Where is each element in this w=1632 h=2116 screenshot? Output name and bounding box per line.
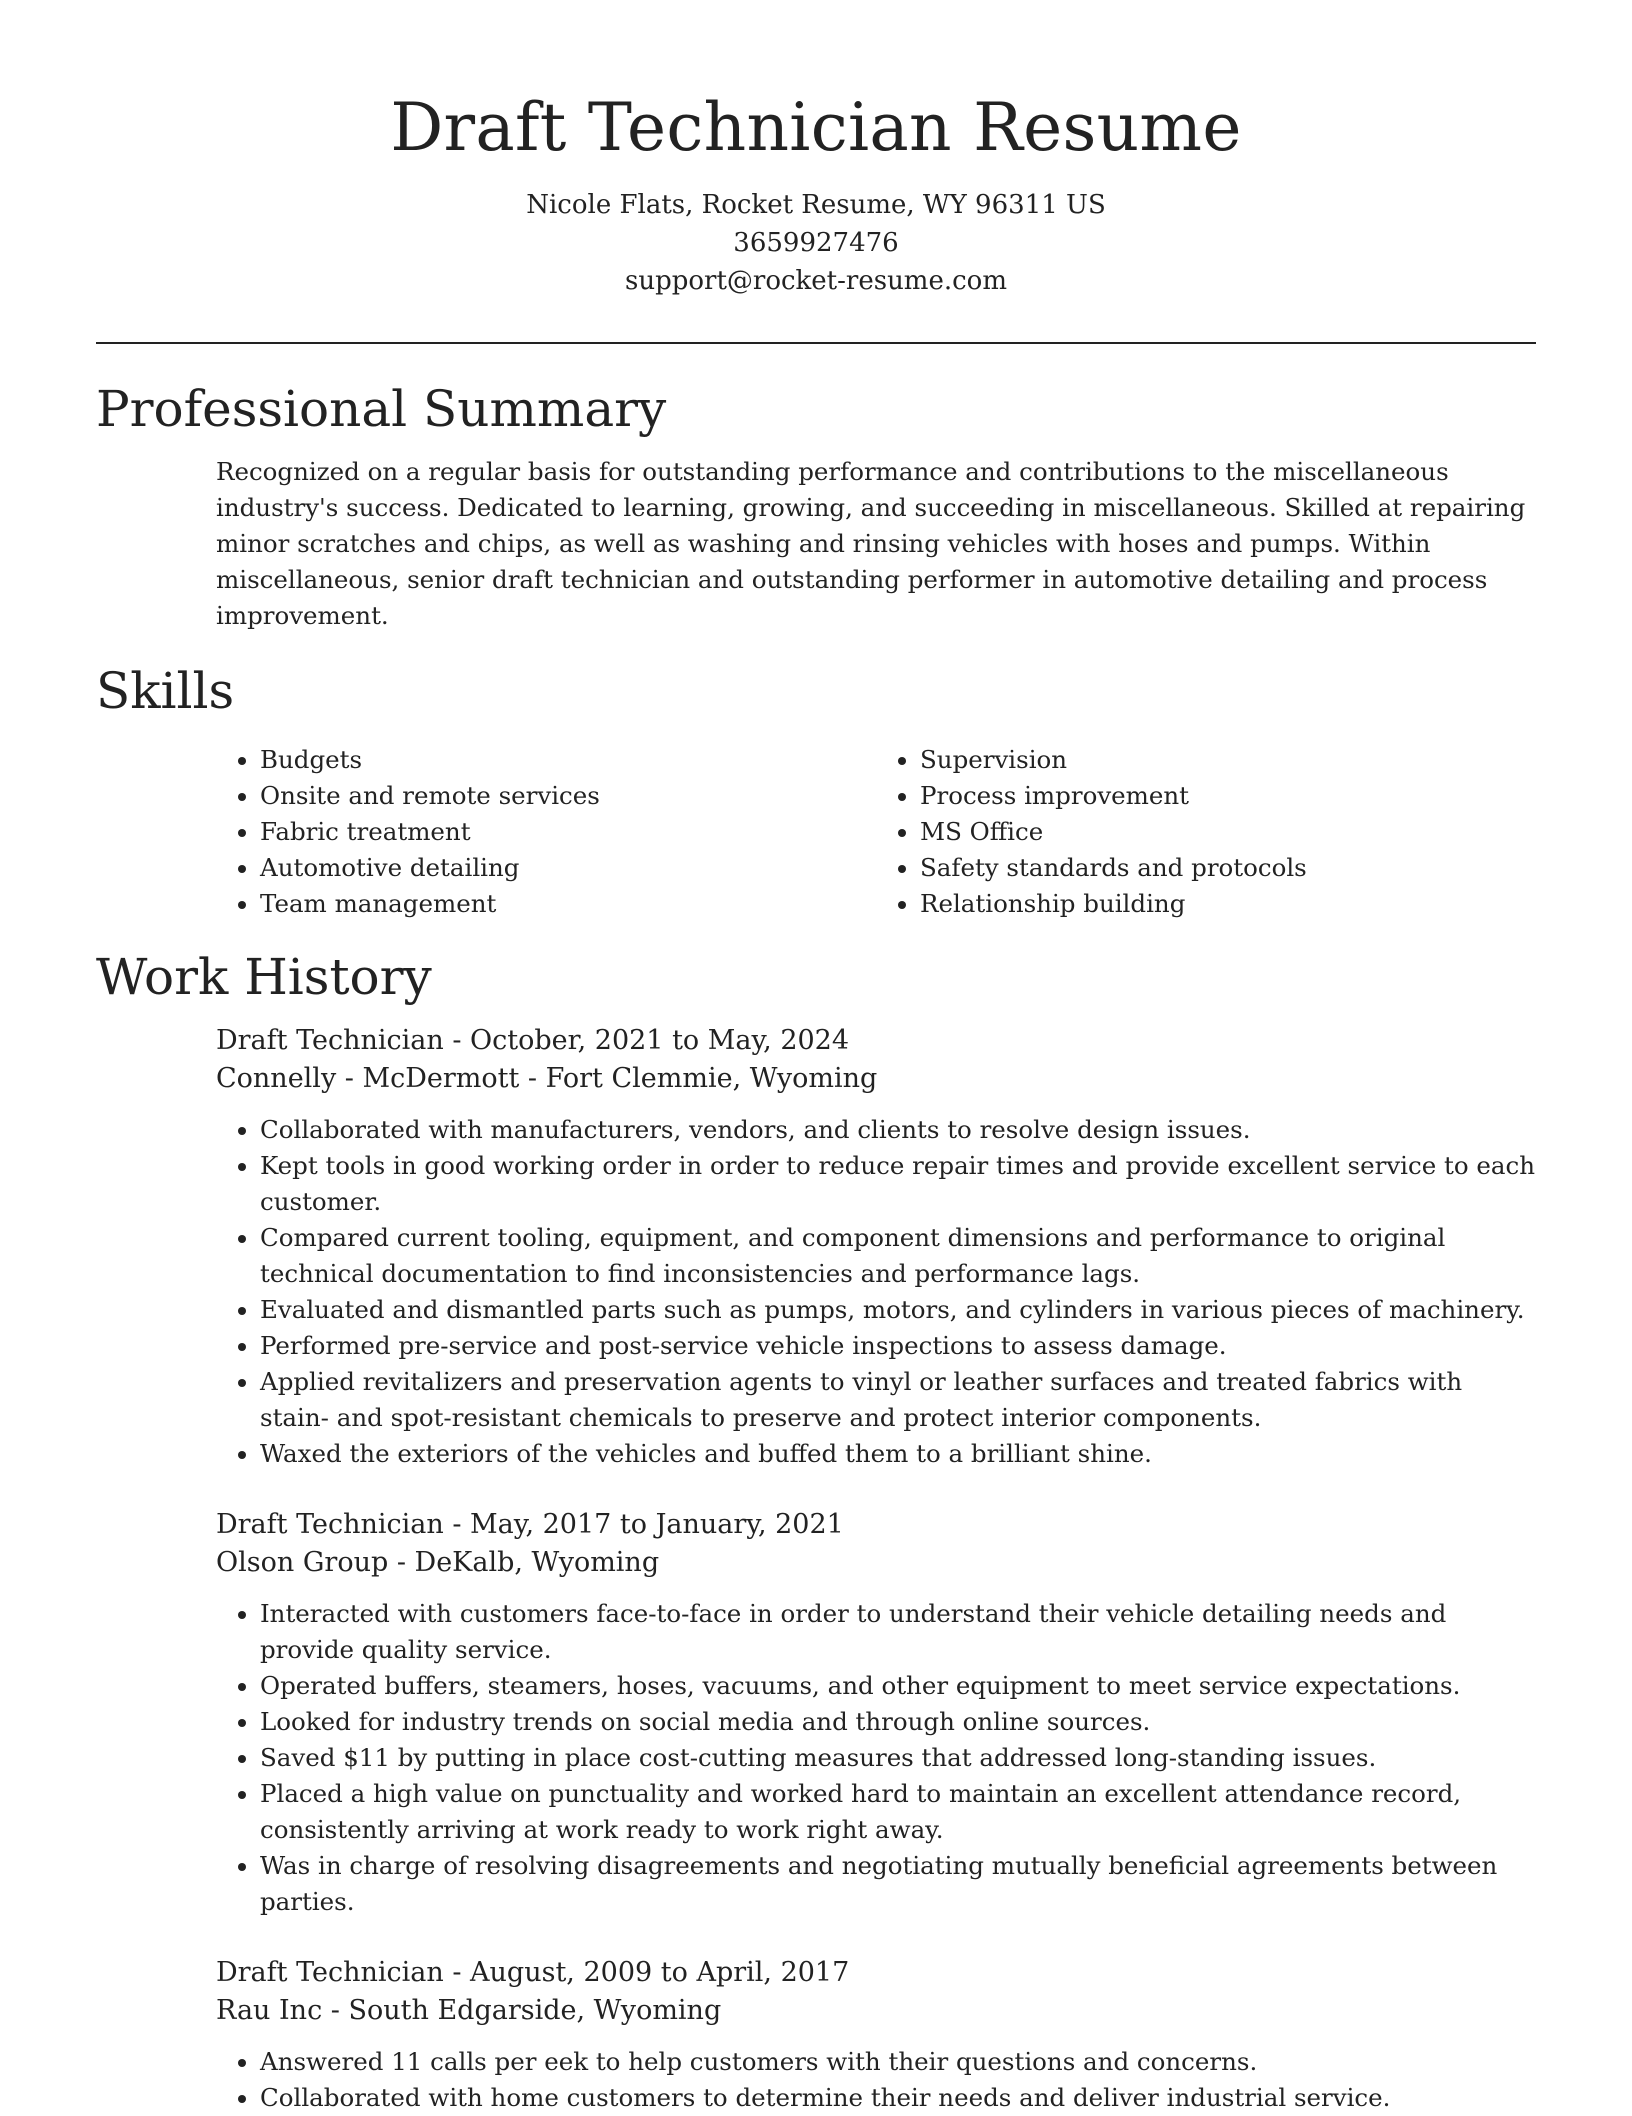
- contact-block: [96, 186, 1536, 300]
- job-location: - Fort Clemmie, Wyoming: [519, 1063, 878, 1094]
- job-bullet: • Compared current tooling, equipment, and component dimensions and performance to original technical documentation to find inconsistencies and performance lags.: [260, 1220, 1536, 1292]
- job-entry: [216, 1022, 1536, 1472]
- skills-section: [96, 660, 1536, 922]
- job-bullet: • Waxed the exteriors of the vehicles and buffed them to a brilliant shine.: [260, 1436, 1536, 1472]
- job-company-line: [216, 1544, 1536, 1582]
- job-title: Draft Technician: [216, 1025, 444, 1056]
- contact-email: support@rocket-resume.com: [624, 266, 1007, 296]
- job-location: - South Edgarside, Wyoming: [322, 1995, 722, 2026]
- skill-item: • Budgets: [260, 742, 876, 778]
- job-dates: - May, 2017 to January, 2021: [443, 1509, 844, 1540]
- work-history-section: [96, 946, 1536, 2116]
- summary-text: Recognized on a regular basis for outstanding performance and contributions to the miscellaneous industry's success. Dedicated to learning, growing, and succeeding in miscellaneous. Skilled at repairing minor scratches and chips, as well as washing and rinsing vehicles with hoses and pumps. Within miscellaneous, senior draft technician and outstanding performer in automotive detailing and process improvement.: [216, 457, 1526, 630]
- job-company: Rau Inc: [216, 1995, 323, 2026]
- job-title-line: [216, 1022, 1536, 1060]
- job-bullet: • Kept tools in good working order in order to reduce repair times and provide excellent service to each customer.: [260, 1148, 1536, 1220]
- job-company-line: [216, 1060, 1536, 1098]
- contact-address: Nicole Flats, Rocket Resume, WY 96311 US: [526, 190, 1106, 220]
- job-dates: - August, 2009 to April, 2017: [443, 1957, 850, 1988]
- job-bullet: • Collaborated with home customers to determine their needs and deliver industrial service.: [260, 2080, 1536, 2116]
- job-company: Connelly - McDermott: [216, 1063, 520, 1094]
- skill-item: • Supervision: [920, 742, 1536, 778]
- job-title-line: [216, 1506, 1536, 1544]
- skill-item: • Team management: [260, 886, 876, 922]
- summary-heading: Professional Summary: [96, 380, 667, 438]
- summary-section: [96, 378, 1536, 634]
- job-bullet: • Was in charge of resolving disagreements and negotiating mutually beneficial agreements between parties.: [260, 1848, 1536, 1920]
- job-bullet: • Operated buffers, steamers, hoses, vacuums, and other equipment to meet service expectations.: [260, 1668, 1536, 1704]
- job-bullet: • Collaborated with manufacturers, vendors, and clients to resolve design issues.: [260, 1112, 1536, 1148]
- resume-title: Draft Technician Resume: [390, 89, 1242, 166]
- skill-item: • Process improvement: [920, 778, 1536, 814]
- job-bullet: • Saved $11 by putting in place cost-cutting measures that addressed long-standing issues.: [260, 1740, 1536, 1776]
- skills-column-right: [876, 742, 1536, 922]
- skills-heading: Skills: [96, 662, 235, 720]
- job-location: - DeKalb, Wyoming: [388, 1547, 660, 1578]
- job-bullets: [216, 2044, 1536, 2116]
- job-dates: - October, 2021 to May, 2024: [443, 1025, 850, 1056]
- skills-column-left: [216, 742, 876, 922]
- job-entry: [216, 1954, 1536, 2116]
- job-title: Draft Technician: [216, 1509, 444, 1540]
- skill-item: • Onsite and remote services: [260, 778, 876, 814]
- job-title-line: [216, 1954, 1536, 1992]
- header-divider: [96, 342, 1536, 344]
- job-company: Olson Group: [216, 1547, 389, 1578]
- job-bullets: [216, 1596, 1536, 1920]
- job-bullet: • Looked for industry trends on social media and through online sources.: [260, 1704, 1536, 1740]
- skill-item: • Relationship building: [920, 886, 1536, 922]
- skill-item: • Fabric treatment: [260, 814, 876, 850]
- contact-phone: 3659927476: [733, 228, 899, 258]
- skill-item: • MS Office: [920, 814, 1536, 850]
- job-entry: [216, 1506, 1536, 1920]
- job-company-line: [216, 1992, 1536, 2030]
- job-bullet: • Evaluated and dismantled parts such as pumps, motors, and cylinders in various pieces of machinery.: [260, 1292, 1536, 1328]
- job-title: Draft Technician: [216, 1957, 444, 1988]
- skills-grid: [216, 742, 1536, 922]
- job-bullet: • Placed a high value on punctuality and worked hard to maintain an excellent attendance record, consistently arriving at work ready to work right away.: [260, 1776, 1536, 1848]
- job-bullets: [216, 1112, 1536, 1472]
- resume-page: [96, 0, 1536, 2116]
- skill-item: • Automotive detailing: [260, 850, 876, 886]
- work-history-heading: Work History: [96, 948, 432, 1006]
- skill-item: • Safety standards and protocols: [920, 850, 1536, 886]
- job-bullet: • Answered 11 calls per eek to help customers with their questions and concerns.: [260, 2044, 1536, 2080]
- job-bullet: • Interacted with customers face-to-face in order to understand their vehicle detailing needs and provide quality service.: [260, 1596, 1536, 1668]
- job-bullet: • Applied revitalizers and preservation agents to vinyl or leather surfaces and treated fabrics with stain- and spot-resistant chemicals to preserve and protect interior components.: [260, 1364, 1536, 1436]
- job-bullet: • Performed pre-service and post-service vehicle inspections to assess damage.: [260, 1328, 1536, 1364]
